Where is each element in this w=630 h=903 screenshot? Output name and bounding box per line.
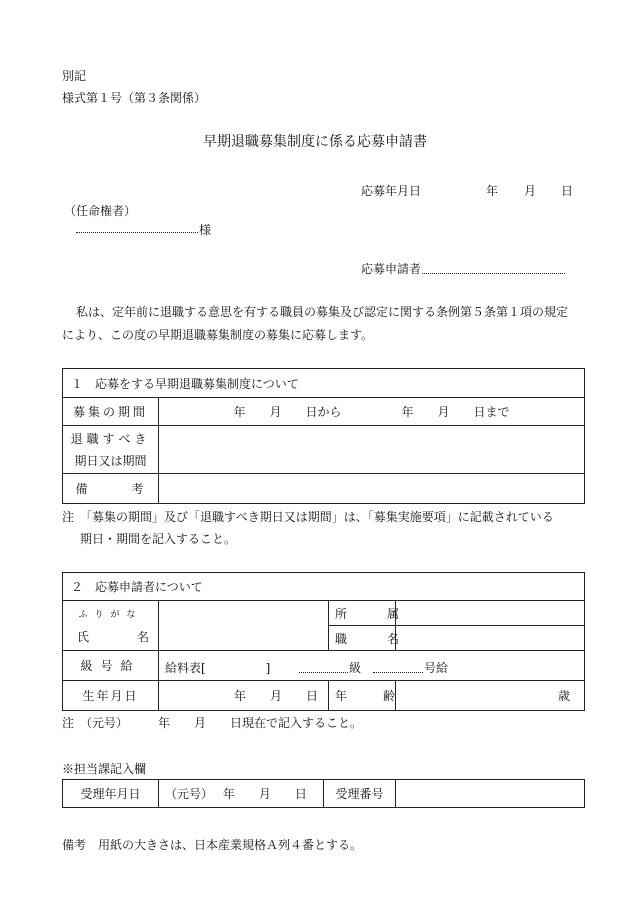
received-date-value: （元号） 年 月 日	[165, 787, 307, 801]
office-use-title: ※担当課記入欄	[62, 762, 147, 776]
applicant-label: 応募申請者	[361, 262, 422, 276]
appointing-authority-label: （任命権者）	[64, 204, 137, 218]
department-label: 所 属	[329, 601, 396, 626]
section2-note: 注 （元号） 年 月 日現在で記入すること。	[62, 716, 363, 730]
age-field[interactable]	[396, 681, 585, 711]
name-label: 氏 名	[77, 629, 168, 644]
retirement-date-label-1: 退職すべき	[70, 431, 151, 446]
addressee-honorific: 様	[199, 223, 212, 237]
section1-table	[62, 368, 585, 504]
salary-table-label: 給料表[ ]	[165, 661, 271, 675]
office-use-table	[62, 779, 585, 808]
body-text-line1: 私は、定年前に退職する意思を有する職員の募集及び認定に関する条例第５条第１項の規定	[76, 305, 569, 319]
grade-step-label: 級号給	[63, 651, 159, 681]
name-label-cell	[63, 601, 168, 651]
application-date-day: 日	[561, 184, 574, 198]
remarks-field[interactable]	[159, 474, 585, 504]
department-field[interactable]	[396, 601, 585, 626]
age-suffix: 歳	[558, 689, 571, 703]
position-field[interactable]	[396, 626, 585, 651]
body-text-line2: により、この度の早期退職募集制度の募集に応募します。	[62, 328, 374, 342]
page-title: 早期退職募集制度に係る応募申請書	[203, 134, 427, 150]
applicant-line[interactable]	[422, 273, 565, 274]
section2-title: ２ 応募申請者について	[63, 573, 585, 601]
receipt-number-field[interactable]	[396, 780, 585, 808]
name-field[interactable]	[159, 601, 329, 651]
position-label: 職 名	[329, 626, 396, 651]
recruitment-period-field[interactable]	[159, 398, 585, 426]
step-input-line[interactable]	[373, 672, 423, 673]
grade-step-field[interactable]	[159, 651, 585, 681]
application-date-month: 月	[524, 184, 537, 198]
addressee-line[interactable]	[76, 232, 198, 233]
age-label: 年 齢	[329, 681, 396, 711]
section1-title: １ 応募をする早期退職募集制度について	[63, 369, 585, 398]
annex-label: 別記	[62, 69, 87, 83]
recruitment-period-value: 年 月 日から 年 月 日まで	[233, 405, 510, 419]
retirement-date-field[interactable]	[159, 426, 585, 474]
received-date-label: 受理年月日	[63, 780, 159, 808]
remarks-label: 備 考	[63, 474, 159, 504]
birth-date-value: 年 月 日	[233, 689, 318, 703]
recruitment-period-label: 募集の期間	[63, 398, 159, 426]
retirement-date-label-2: 期日又は期間	[74, 453, 147, 468]
grade-suffix: 級	[349, 661, 362, 675]
receipt-number-label: 受理番号	[324, 780, 396, 808]
retirement-date-label	[63, 426, 159, 474]
application-date-label: 応募年月日	[361, 184, 422, 198]
step-suffix: 号給	[424, 661, 449, 675]
birth-date-field[interactable]	[159, 681, 329, 711]
received-date-field[interactable]	[159, 780, 324, 808]
grade-input-line[interactable]	[299, 672, 348, 673]
application-date-year: 年	[486, 184, 499, 198]
form-number: 様式第１号（第３条関係）	[62, 91, 207, 105]
footer-note: 備考 用紙の大きさは、日本産業規格Ａ列４番とする。	[62, 838, 363, 852]
section1-note-1: 注 「募集の期間」及び「退職すべき期日又は期間」は、「募集実施要項」に記載されている	[62, 510, 554, 524]
furigana-label: ふりがな	[78, 609, 143, 620]
birth-date-label: 生年月日	[63, 681, 159, 711]
section1-note-2: 期日・期間を記入すること。	[80, 532, 237, 546]
section2-table	[62, 572, 585, 711]
